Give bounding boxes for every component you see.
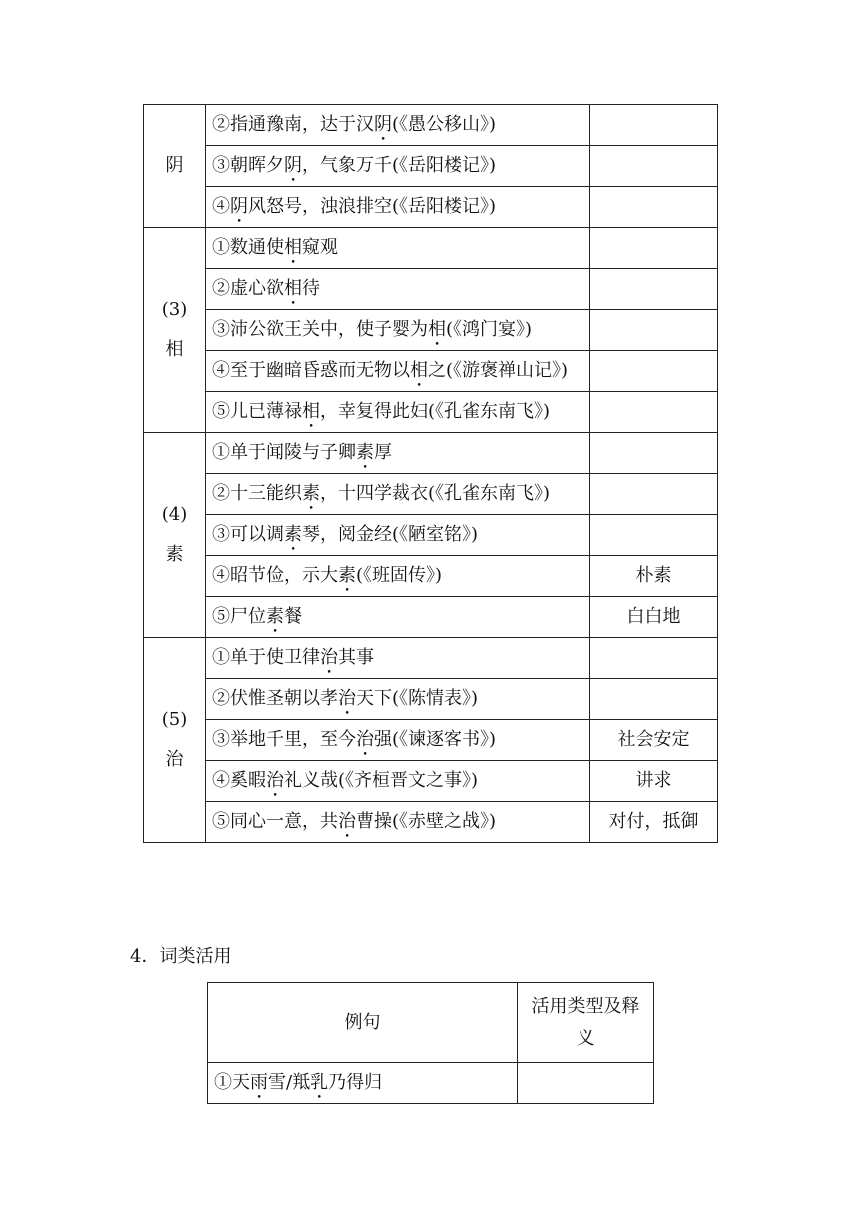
- table-row: [144, 351, 718, 392]
- polysemy-table: [143, 104, 718, 843]
- sentence-cell: ③举地千里，至今治强(《谏逐客书》): [206, 720, 590, 761]
- table-row: [144, 433, 718, 474]
- table-row: [144, 679, 718, 720]
- sentence-cell: ②十三能织素，十四学裁衣(《孔雀东南飞》): [206, 474, 590, 515]
- sentence-cell: ⑤儿已薄禄相，幸复得此妇(《孔雀东南飞》): [206, 392, 590, 433]
- word-cell: [144, 638, 206, 843]
- answer-cell[interactable]: 对付，抵御: [590, 802, 718, 843]
- sentence-cell: ②指通豫南，达于汉阴(《愚公移山》): [206, 105, 590, 146]
- answer-cell[interactable]: [590, 187, 718, 228]
- table-row: [144, 556, 718, 597]
- sentence-cell: ④昭节俭，示大素(《班固传》): [206, 556, 590, 597]
- word-label: 阴: [165, 155, 184, 176]
- sentence-cell: ②虚心欲相待: [206, 269, 590, 310]
- sentence-cell: ③沛公欲王关中，使子婴为相(《鸿门宴》): [206, 310, 590, 351]
- word-label: (5): [161, 709, 188, 730]
- table-row: [144, 761, 718, 802]
- header-row: [208, 983, 654, 1063]
- answer-cell[interactable]: 朴素: [590, 556, 718, 597]
- answer-cell[interactable]: [590, 228, 718, 269]
- answer-cell[interactable]: [590, 146, 718, 187]
- sentence-cell: ④阴风怒号，浊浪排空(《岳阳楼记》): [206, 187, 590, 228]
- answer-cell[interactable]: [590, 310, 718, 351]
- word-label: 治: [165, 749, 184, 770]
- answer-cell[interactable]: [590, 474, 718, 515]
- word-label: (4): [161, 504, 188, 525]
- part-of-speech-table: [207, 982, 654, 1104]
- sentence-cell: ⑤同心一意，共治曹操(《赤壁之战》): [206, 802, 590, 843]
- answer-cell[interactable]: [590, 269, 718, 310]
- sentence-cell: ⑤尸位素餐: [206, 597, 590, 638]
- sentence-cell: ①单于闻陵与子卿素厚: [206, 433, 590, 474]
- sentence-cell: ③朝晖夕阴，气象万千(《岳阳楼记》): [206, 146, 590, 187]
- sentence-cell: ①单于使卫律治其事: [206, 638, 590, 679]
- header-example: 例句: [208, 983, 518, 1063]
- table-row: [144, 392, 718, 433]
- table-row: [144, 638, 718, 679]
- word-cell: [144, 105, 206, 228]
- section-heading: 4．词类活用: [130, 946, 232, 967]
- table-row: [144, 474, 718, 515]
- answer-cell[interactable]: 讲求: [590, 761, 718, 802]
- answer-cell[interactable]: [590, 433, 718, 474]
- sentence-cell: ③可以调素琴，阅金经(《陋室铭》): [206, 515, 590, 556]
- example-sentence: ①天雨雪/羝乳乃得归: [208, 1063, 518, 1104]
- table-row: [144, 146, 718, 187]
- answer-cell[interactable]: [590, 351, 718, 392]
- header-usage-type: 活用类型及释义: [518, 983, 654, 1063]
- table-row: [144, 597, 718, 638]
- table-row: [144, 310, 718, 351]
- answer-cell[interactable]: 白白地: [590, 597, 718, 638]
- table-row: [144, 269, 718, 310]
- answer-cell[interactable]: [590, 638, 718, 679]
- answer-cell[interactable]: [590, 515, 718, 556]
- answer-cell[interactable]: [518, 1063, 654, 1104]
- table-row: [144, 105, 718, 146]
- word-label: 相: [165, 339, 184, 360]
- sentence-cell: ④至于幽暗昏惑而无物以相之(《游褒禅山记》): [206, 351, 590, 392]
- table-row: [144, 515, 718, 556]
- sentence-cell: ①数通使相窥观: [206, 228, 590, 269]
- answer-cell[interactable]: [590, 392, 718, 433]
- word-cell: [144, 433, 206, 638]
- answer-cell[interactable]: [590, 679, 718, 720]
- sentence-cell: ②伏惟圣朝以孝治天下(《陈情表》): [206, 679, 590, 720]
- example-row: [208, 1063, 654, 1104]
- answer-cell[interactable]: [590, 105, 718, 146]
- word-label: (3): [161, 299, 188, 320]
- table-row: [144, 187, 718, 228]
- table-row: [144, 720, 718, 761]
- table-row: [144, 802, 718, 843]
- word-label: 素: [165, 544, 184, 565]
- sentence-cell: ④奚暇治礼义哉(《齐桓晋文之事》): [206, 761, 590, 802]
- answer-cell[interactable]: 社会安定: [590, 720, 718, 761]
- table-row: [144, 228, 718, 269]
- word-cell: [144, 228, 206, 433]
